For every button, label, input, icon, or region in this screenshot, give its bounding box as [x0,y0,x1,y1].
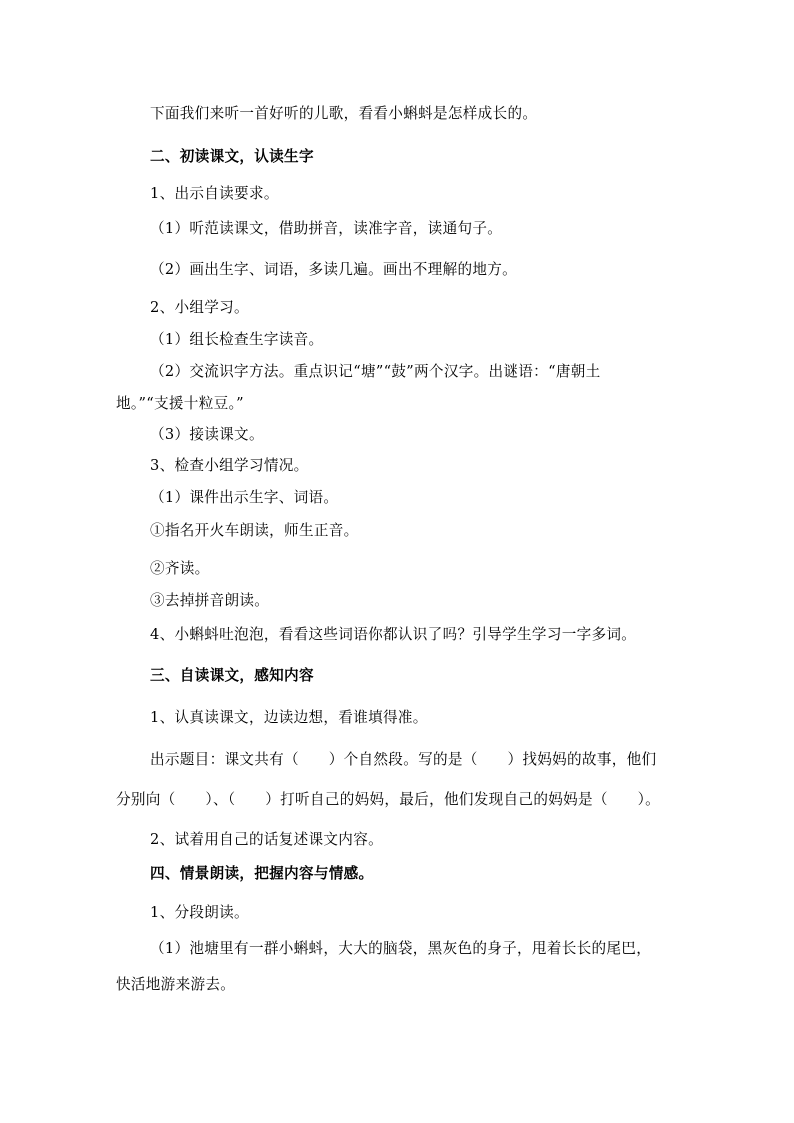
text-line: 3、检查小组学习情况。 [150,457,309,474]
text-line: （2）画出生字、词语，多读几遍。画出不理解的地方。 [150,261,518,278]
text-line: （3）接读课文。 [150,426,264,443]
text-line: 1、分段朗读。 [150,904,249,921]
text-line: ②齐读。 [150,560,210,577]
text-line: 出示题目：课文共有（ ）个自然段。写的是（ ）找妈妈的故事，他们 [150,751,657,768]
text-line: 分别向（ ）、（ ）打听自己的妈妈，最后，他们发现自己的妈妈是（ ）。 [116,791,661,808]
text-line: 下面我们来听一首好听的儿歌，看看小蝌蚪是怎样成长的。 [150,105,538,122]
text-line: 2、小组学习。 [150,299,249,316]
text-line: （1）课件出示生字、词语。 [150,489,339,506]
text-line: （1）组长检查生字读音。 [150,331,324,348]
text-line: 2、试着用自己的话复述课文内容。 [150,831,383,848]
section-heading: 二、初读课文，认读生字 [150,148,314,165]
section-heading: 四、情景朗读，把握内容与情感。 [150,865,374,882]
text-line: （2）交流识字方法。重点识记“塘”“鼓”两个汉字。出谜语：“唐朝土 [150,363,601,380]
text-line: ①指名开火车朗读，师生正音。 [150,522,359,539]
text-line: ③去掉拼音朗读。 [150,592,270,609]
text-line: 快活地游来游去。 [116,976,236,993]
text-line: 4、小蝌蚪吐泡泡，看看这些词语你都认识了吗？引导学生学习一字多词。 [150,626,637,643]
text-line: 地。”“支援十粒豆。” [116,395,244,412]
text-line: （1）池塘里有一群小蝌蚪，大大的脑袋，黑灰色的身子，甩着长长的尾巴， [150,940,652,957]
section-heading: 三、自读课文，感知内容 [150,667,314,684]
text-line: （1）听范读课文，借助拼音，读准字音，读通句子。 [150,220,503,237]
text-line: 1、认真读课文，边读边想，看谁填得准。 [150,709,428,726]
text-line: 1、出示自读要求。 [150,185,279,202]
